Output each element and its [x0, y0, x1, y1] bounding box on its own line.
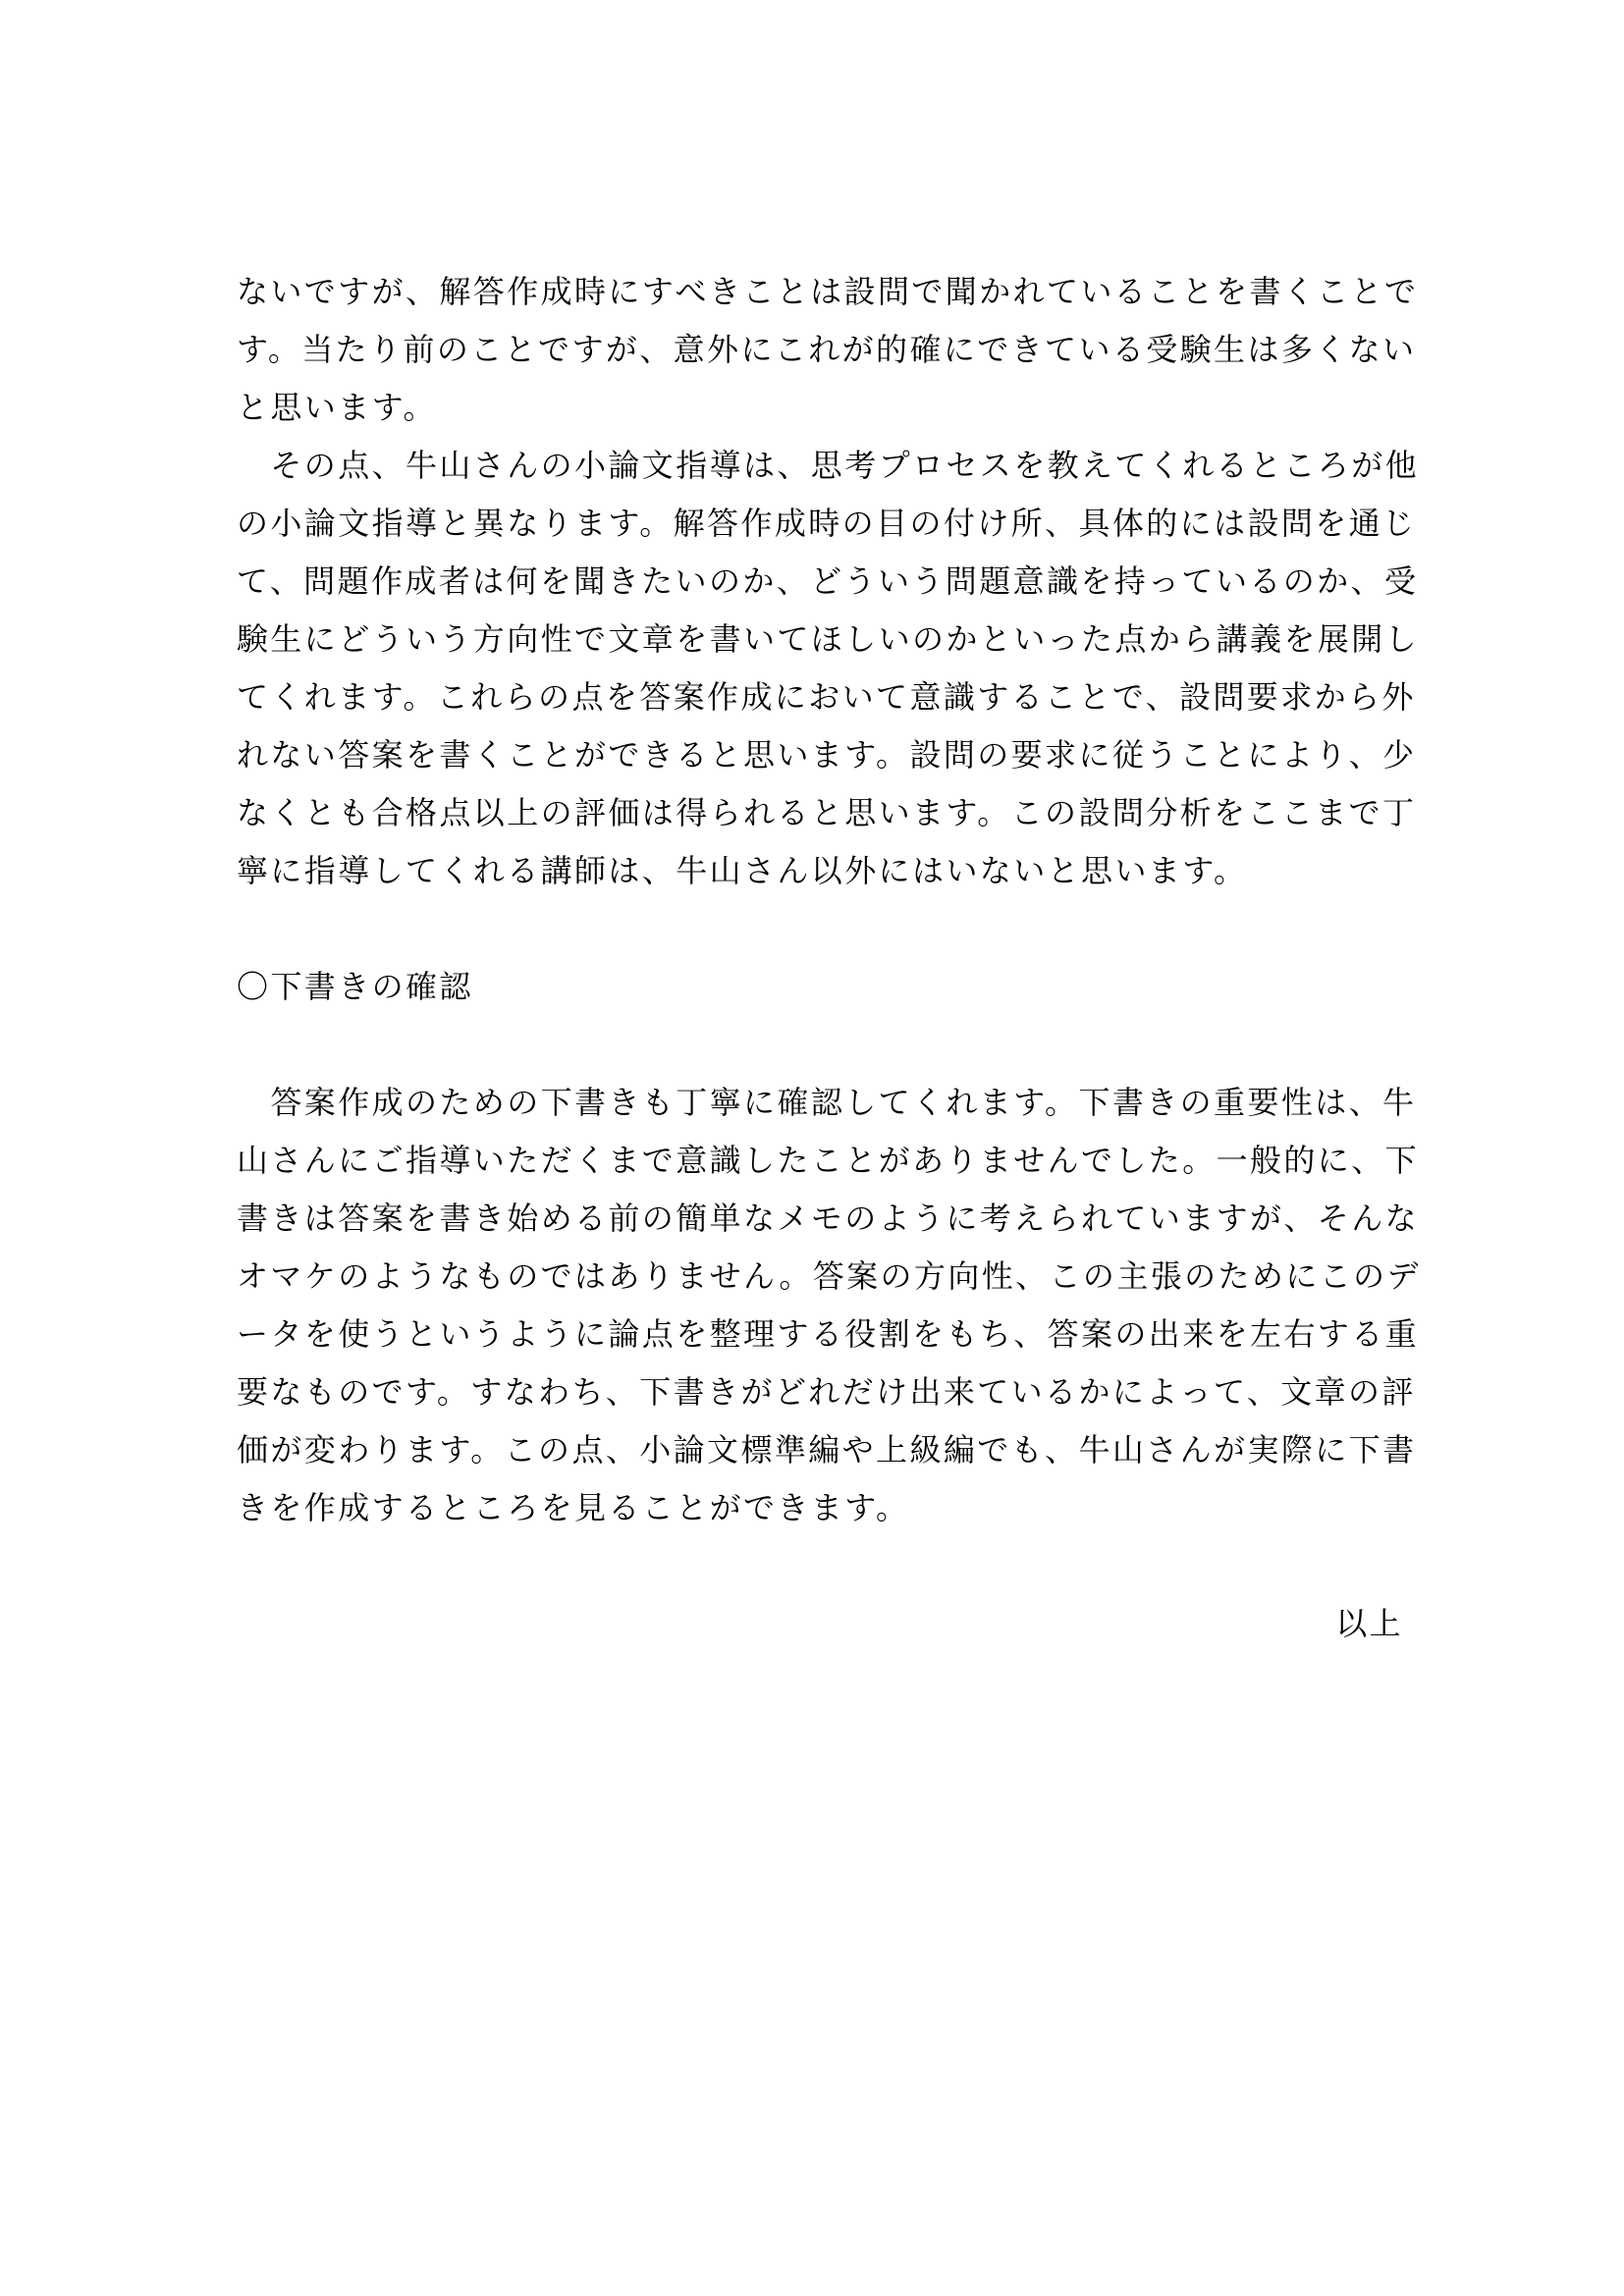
text-line: きを作成するところを見ることができます。	[237, 1489, 910, 1526]
blank-line	[237, 1016, 1403, 1074]
text-line: て、問題作成者は何を聞きたいのか、どういう問題意識を持っているのか、受	[237, 562, 1419, 600]
text-line: と思います。	[237, 389, 437, 426]
blank-line	[237, 900, 1403, 958]
text-line: 書きは答案を書き始める前の簡単なメモのように考えられていますが、そんな	[237, 1200, 1420, 1237]
section-heading: 〇下書きの確認	[237, 968, 473, 1005]
text-line: 山さんにご指導いただくまで意識したことがありませんでした。一般的に、下	[237, 1142, 1420, 1179]
paragraph-3	[237, 1074, 1421, 1537]
paragraph-1	[237, 263, 1419, 437]
text-line: 価が変わります。この点、小論文標準編や上級編でも、牛山さんが実際に下書	[237, 1431, 1417, 1468]
text-line: 験生にどういう方向性で文章を書いてほしいのかといった点から講義を展開し	[237, 620, 1420, 658]
text-line: 寧に指導してくれる講師は、牛山さん以外にはいないと思います。	[237, 852, 1248, 889]
text-line: ないですが、解答作成時にすべきことは設問で聞かれていることを書くことで	[237, 273, 1419, 310]
text-line: す。当たり前のことですが、意外にこれが的確にできている受験生は多くない	[237, 331, 1417, 368]
text-line: その点、牛山さんの小論文指導は、思考プロセスを教えてくれるところが他	[237, 447, 1420, 484]
text-line: の小論文指導と異なります。解答作成時の目の付け所、具体的には設問を通じ	[237, 505, 1417, 542]
text-line: ータを使うというように論点を整理する役割をもち、答案の出来を左右する重	[237, 1315, 1420, 1353]
text-line: 要なものです。すなわち、下書きがどれだけ出来ているかによって、文章の評	[237, 1373, 1416, 1411]
text-line: オマケのようなものではありません。答案の方向性、この主張のためにこのデ	[237, 1257, 1421, 1295]
text-line: れない答案を書くことができると思います。設問の要求に従うことにより、少	[237, 736, 1417, 774]
text-line: てくれます。これらの点を答案作成において意識することで、設問要求から外	[237, 678, 1416, 716]
document-page	[237, 263, 1421, 1653]
blank-line	[237, 1537, 1403, 1595]
text-line: なくとも合格点以上の評価は得られると思います。この設問分析をここまで丁	[237, 794, 1417, 831]
paragraph-2	[237, 437, 1420, 900]
text-line: 答案作成のための下書きも丁寧に確認してくれます。下書きの重要性は、牛	[237, 1084, 1417, 1121]
closing-remark: 以上	[1335, 1605, 1403, 1642]
